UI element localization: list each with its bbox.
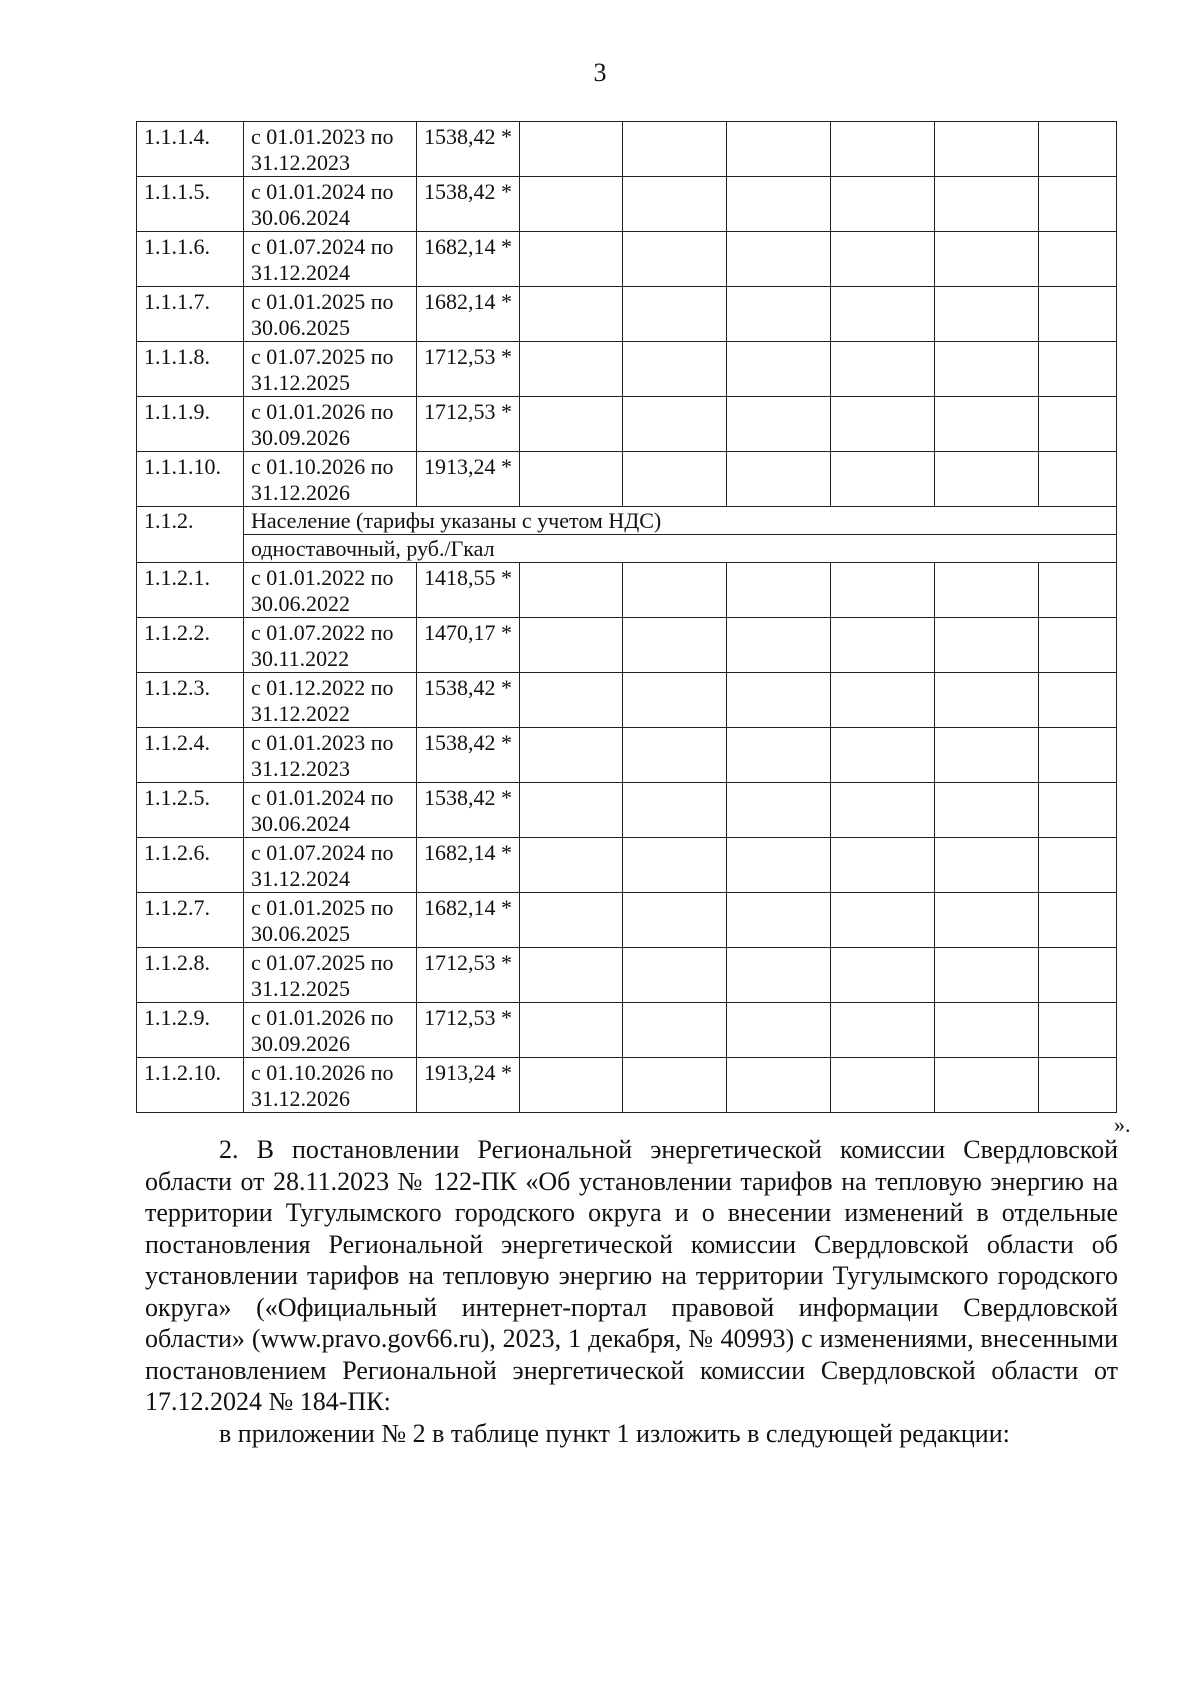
empty-cell: [727, 618, 831, 673]
row-period: с 01.07.2024 по 31.12.2024: [244, 838, 417, 893]
table-row: [137, 122, 1117, 177]
empty-cell: [831, 618, 935, 673]
row-tariff: 1913,24 *: [417, 452, 520, 507]
table-row: [137, 563, 1117, 618]
table-row: [137, 618, 1117, 673]
row-tariff: 1712,53 *: [417, 948, 520, 1003]
row-number: 1.1.1.7.: [137, 287, 244, 342]
table-row: [137, 838, 1117, 893]
tariff-rows-other: [137, 122, 1117, 507]
empty-cell: [623, 728, 727, 783]
empty-cell: [727, 783, 831, 838]
row-number: 1.1.2.7.: [137, 893, 244, 948]
empty-cell: [1039, 122, 1117, 177]
empty-cell: [520, 177, 623, 232]
section-subtitle: одноставочный, руб./Гкал: [244, 535, 1117, 563]
empty-cell: [831, 673, 935, 728]
row-tariff: 1538,42 *: [417, 122, 520, 177]
row-number: 1.1.2.10.: [137, 1058, 244, 1113]
body-text: [145, 1134, 1118, 1449]
table-row: [137, 1003, 1117, 1058]
empty-cell: [831, 893, 935, 948]
table-row: [137, 783, 1117, 838]
row-period: с 01.10.2026 по 31.12.2026: [244, 1058, 417, 1113]
empty-cell: [935, 673, 1039, 728]
row-period: с 01.01.2025 по 30.06.2025: [244, 893, 417, 948]
table-row: [137, 893, 1117, 948]
row-period: с 01.01.2024 по 30.06.2024: [244, 177, 417, 232]
empty-cell: [520, 122, 623, 177]
row-tariff: 1538,42 *: [417, 177, 520, 232]
empty-cell: [727, 122, 831, 177]
empty-cell: [1039, 452, 1117, 507]
empty-cell: [831, 1058, 935, 1113]
row-number: 1.1.2.4.: [137, 728, 244, 783]
empty-cell: [831, 177, 935, 232]
empty-cell: [1039, 673, 1117, 728]
row-number: 1.1.1.6.: [137, 232, 244, 287]
row-number: 1.1.2.9.: [137, 1003, 244, 1058]
table-row: [137, 177, 1117, 232]
empty-cell: [727, 1003, 831, 1058]
empty-cell: [831, 232, 935, 287]
empty-cell: [935, 1003, 1039, 1058]
empty-cell: [623, 1058, 727, 1113]
empty-cell: [1039, 948, 1117, 1003]
row-period: с 01.07.2025 по 31.12.2025: [244, 948, 417, 1003]
empty-cell: [623, 342, 727, 397]
empty-cell: [623, 397, 727, 452]
row-number: 1.1.2.5.: [137, 783, 244, 838]
empty-cell: [935, 232, 1039, 287]
empty-cell: [623, 287, 727, 342]
empty-cell: [1039, 783, 1117, 838]
table-row: [137, 452, 1117, 507]
table-closing-quote: ».: [1114, 1112, 1131, 1137]
empty-cell: [623, 563, 727, 618]
row-tariff: 1682,14 *: [417, 893, 520, 948]
empty-cell: [935, 452, 1039, 507]
empty-cell: [520, 948, 623, 1003]
empty-cell: [727, 728, 831, 783]
row-tariff: 1682,14 *: [417, 287, 520, 342]
page-number: 3: [593, 58, 607, 87]
empty-cell: [520, 673, 623, 728]
empty-cell: [520, 563, 623, 618]
empty-cell: [1039, 893, 1117, 948]
row-period: с 01.01.2026 по 30.09.2026: [244, 397, 417, 452]
row-tariff: 1712,53 *: [417, 342, 520, 397]
empty-cell: [727, 563, 831, 618]
empty-cell: [1039, 1058, 1117, 1113]
row-period: с 01.10.2026 по 31.12.2026: [244, 452, 417, 507]
table-row: [137, 287, 1117, 342]
row-number: 1.1.2.2.: [137, 618, 244, 673]
tariff-table: [136, 121, 1117, 1113]
empty-cell: [1039, 232, 1117, 287]
empty-cell: [935, 838, 1039, 893]
row-period: с 01.01.2022 по 30.06.2022: [244, 563, 417, 618]
empty-cell: [623, 177, 727, 232]
empty-cell: [935, 783, 1039, 838]
row-tariff: 1538,42 *: [417, 673, 520, 728]
empty-cell: [520, 728, 623, 783]
empty-cell: [935, 177, 1039, 232]
row-number: 1.1.2.6.: [137, 838, 244, 893]
empty-cell: [520, 232, 623, 287]
row-number: 1.1.2.3.: [137, 673, 244, 728]
table-row: [137, 673, 1117, 728]
empty-cell: [1039, 838, 1117, 893]
section-subrow: [137, 535, 1117, 563]
empty-cell: [520, 287, 623, 342]
empty-cell: [727, 232, 831, 287]
row-tariff: 1682,14 *: [417, 232, 520, 287]
empty-cell: [935, 563, 1039, 618]
empty-cell: [727, 893, 831, 948]
empty-cell: [520, 397, 623, 452]
empty-cell: [727, 397, 831, 452]
empty-cell: [935, 1058, 1039, 1113]
row-tariff: 1712,53 *: [417, 397, 520, 452]
empty-cell: [831, 397, 935, 452]
empty-cell: [520, 452, 623, 507]
row-tariff: 1418,55 *: [417, 563, 520, 618]
empty-cell: [935, 618, 1039, 673]
row-period: с 01.07.2024 по 31.12.2024: [244, 232, 417, 287]
section-row: [137, 507, 1117, 535]
paragraph-amendment: 2. В постановлении Региональной энергетической комиссии Свердловской области от 28.11.2023 № 122-ПК «Об установлении тарифов на тепловую энергию на территории Тугулымского городского округа и о внесении изменений в отдельные постановления Региональной энергетической комиссии Свердловской области об установлении тарифов на тепловую энергию на территории Тугулымского городского округа» («Официальный интернет-портал правовой информации Свердловской области» (www.pravo.gov66.ru), 2023, 1 декабря, № 40993) с изменениями, внесенными постановлением Региональной энергетической комиссии Свердловской области от 17.12.2024 № 184-ПК:: [145, 1135, 1118, 1416]
empty-cell: [1039, 287, 1117, 342]
empty-cell: [623, 232, 727, 287]
row-tariff: 1538,42 *: [417, 728, 520, 783]
empty-cell: [727, 342, 831, 397]
table-row: [137, 397, 1117, 452]
table-row: [137, 728, 1117, 783]
empty-cell: [831, 1003, 935, 1058]
row-tariff: 1470,17 *: [417, 618, 520, 673]
empty-cell: [520, 783, 623, 838]
row-period: с 01.01.2023 по 31.12.2023: [244, 122, 417, 177]
section-header: [137, 507, 1117, 563]
empty-cell: [935, 287, 1039, 342]
empty-cell: [520, 1058, 623, 1113]
row-period: с 01.01.2025 по 30.06.2025: [244, 287, 417, 342]
row-tariff: 1913,24 *: [417, 1058, 520, 1113]
table-row: [137, 948, 1117, 1003]
row-number: 1.1.1.8.: [137, 342, 244, 397]
row-number: 1.1.1.4.: [137, 122, 244, 177]
empty-cell: [520, 893, 623, 948]
empty-cell: [1039, 397, 1117, 452]
row-number: 1.1.2.8.: [137, 948, 244, 1003]
empty-cell: [727, 287, 831, 342]
empty-cell: [727, 452, 831, 507]
empty-cell: [727, 948, 831, 1003]
row-tariff: 1682,14 *: [417, 838, 520, 893]
row-period: с 01.01.2026 по 30.09.2026: [244, 1003, 417, 1058]
empty-cell: [727, 838, 831, 893]
empty-cell: [1039, 728, 1117, 783]
empty-cell: [831, 287, 935, 342]
empty-cell: [935, 728, 1039, 783]
tariff-rows-population: [137, 563, 1117, 1113]
row-period: с 01.07.2025 по 31.12.2025: [244, 342, 417, 397]
empty-cell: [520, 618, 623, 673]
row-tariff: 1538,42 *: [417, 783, 520, 838]
empty-cell: [623, 673, 727, 728]
empty-cell: [1039, 342, 1117, 397]
row-number: 1.1.1.10.: [137, 452, 244, 507]
empty-cell: [831, 728, 935, 783]
row-number: 1.1.1.9.: [137, 397, 244, 452]
empty-cell: [831, 838, 935, 893]
empty-cell: [623, 122, 727, 177]
empty-cell: [831, 452, 935, 507]
empty-cell: [623, 948, 727, 1003]
empty-cell: [935, 342, 1039, 397]
row-period: с 01.01.2024 по 30.06.2024: [244, 783, 417, 838]
paragraph-instruction: в приложении № 2 в таблице пункт 1 изложить в следующей редакции:: [219, 1418, 1010, 1448]
empty-cell: [831, 948, 935, 1003]
row-tariff: 1712,53 *: [417, 1003, 520, 1058]
table-row: [137, 342, 1117, 397]
row-period: с 01.01.2023 по 31.12.2023: [244, 728, 417, 783]
empty-cell: [935, 893, 1039, 948]
empty-cell: [623, 1003, 727, 1058]
empty-cell: [727, 1058, 831, 1113]
section-number: 1.1.2.: [137, 507, 244, 563]
row-period: с 01.07.2022 по 30.11.2022: [244, 618, 417, 673]
empty-cell: [831, 342, 935, 397]
empty-cell: [1039, 618, 1117, 673]
empty-cell: [623, 783, 727, 838]
empty-cell: [520, 838, 623, 893]
table-row: [137, 232, 1117, 287]
table-row: [137, 1058, 1117, 1113]
empty-cell: [623, 838, 727, 893]
empty-cell: [520, 1003, 623, 1058]
empty-cell: [623, 893, 727, 948]
empty-cell: [1039, 1003, 1117, 1058]
empty-cell: [831, 783, 935, 838]
empty-cell: [935, 122, 1039, 177]
empty-cell: [727, 177, 831, 232]
row-period: с 01.12.2022 по 31.12.2022: [244, 673, 417, 728]
empty-cell: [1039, 177, 1117, 232]
empty-cell: [935, 948, 1039, 1003]
row-number: 1.1.1.5.: [137, 177, 244, 232]
section-title: Население (тарифы указаны с учетом НДС): [244, 507, 1117, 535]
row-number: 1.1.2.1.: [137, 563, 244, 618]
empty-cell: [831, 122, 935, 177]
empty-cell: [520, 342, 623, 397]
empty-cell: [623, 452, 727, 507]
empty-cell: [727, 673, 831, 728]
empty-cell: [1039, 563, 1117, 618]
empty-cell: [831, 563, 935, 618]
empty-cell: [935, 397, 1039, 452]
empty-cell: [623, 618, 727, 673]
